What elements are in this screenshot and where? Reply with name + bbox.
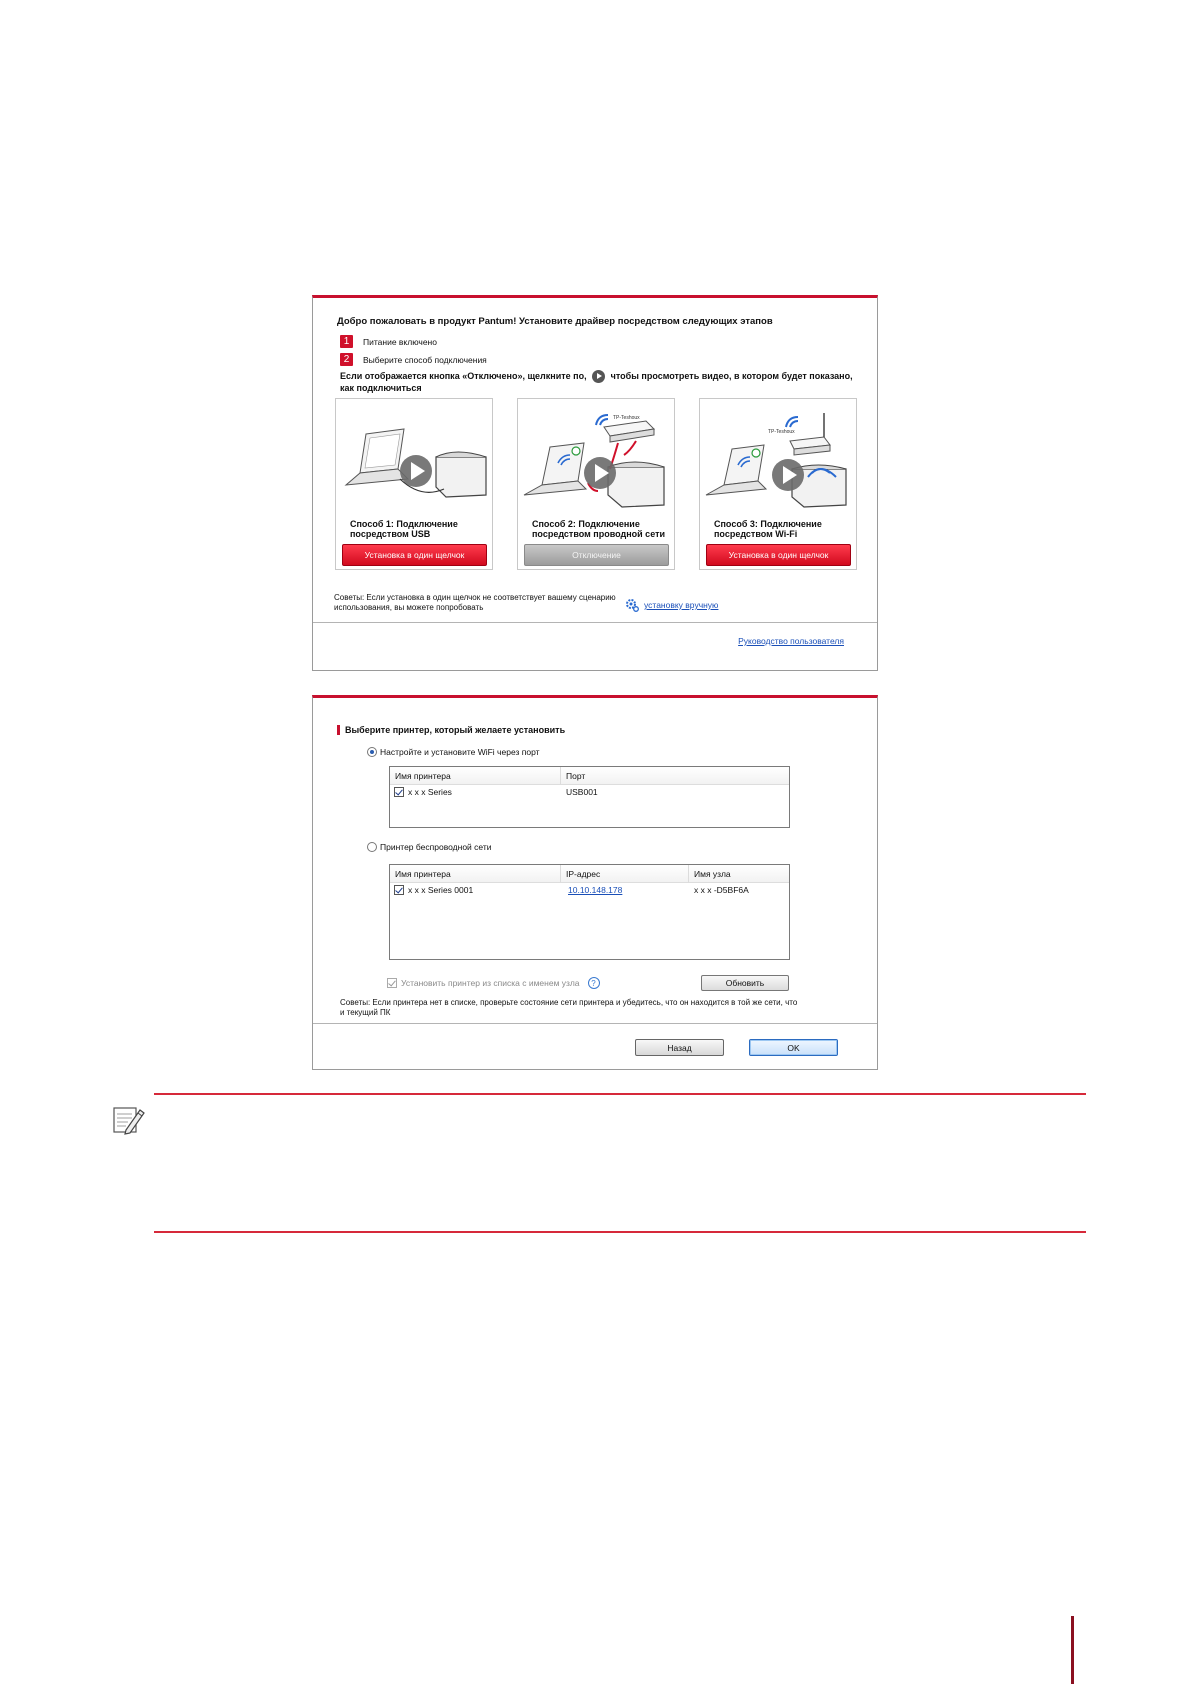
select-tips: Советы: Если принтера нет в списке, проверьте состояние сети принтера и убедитесь, что он находится в той же сети, что и текущий ПК (340, 998, 798, 1017)
radio-usb-indicator[interactable] (367, 747, 377, 757)
radio-wireless-indicator[interactable] (367, 842, 377, 852)
one-click-install-wifi-button[interactable]: Установка в один щелчок (706, 544, 851, 566)
wireless-col-ip: IP-адрес (566, 869, 601, 879)
back-button[interactable]: Назад (635, 1039, 724, 1056)
wireless-col-host: Имя узла (694, 869, 731, 879)
radio-wireless-printer[interactable] (367, 842, 492, 852)
play-icon (592, 370, 605, 383)
install-tips: Советы: Если установка в один щелчок не соответствует вашему сценарию использования, вы можете попробовать (334, 593, 616, 612)
help-icon[interactable]: ? (588, 977, 600, 989)
method-card-wifi (699, 398, 857, 570)
router-label-wired: TP-Teshoux (613, 415, 640, 421)
usb-printer-port: USB001 (566, 787, 598, 797)
video-hint-part1: Если отображается кнопка «Отключено», щелкните по, (340, 370, 587, 381)
method-label-wifi: Способ 3: Подключение посредством Wi-Fi (714, 519, 822, 539)
manual-install-link[interactable]: установку вручную (644, 600, 719, 610)
usb-col-printer-name: Имя принтера (395, 771, 451, 781)
usb-col-port: Порт (566, 771, 586, 781)
usb-printer-name: x x x Series (408, 787, 452, 797)
table-row[interactable] (390, 883, 789, 897)
video-hint-part2: чтобы просмотреть видео, в котором будет показано, как подключиться (340, 370, 853, 393)
step-number-2: 2 (340, 353, 353, 366)
welcome-title: Добро пожаловать в продукт Pantum! Установите драйвер посредством следующих этапов (337, 316, 773, 327)
radio-usb-label: Настройте и установите WiFi через порт (380, 747, 540, 757)
hostname-install-option[interactable] (387, 977, 600, 989)
refresh-button[interactable]: Обновить (701, 975, 789, 991)
hostname-checkbox-label: Установить принтер из списка с именем узла (401, 978, 580, 988)
table-row[interactable] (390, 785, 789, 799)
radio-wireless-label: Принтер беспроводной сети (380, 842, 492, 852)
wireless-table-header (390, 865, 789, 883)
step-text-1: Питание включено (363, 336, 437, 347)
note-top-rule (154, 1093, 1086, 1095)
select-printer-panel (312, 695, 878, 1070)
wireless-col-separator-1 (560, 865, 561, 883)
video-hint (340, 370, 860, 393)
wireless-col-separator-2 (688, 865, 689, 883)
step-select-connection (340, 352, 487, 367)
method-label-wired: Способ 2: Подключение посредством проводной сети (532, 519, 666, 539)
usb-printer-table (389, 766, 790, 828)
wireless-printer-host: x x x -D5BF6A (694, 885, 749, 895)
usb-table-header (390, 767, 789, 785)
wifi-illustration (700, 399, 858, 517)
note-pencil-icon (112, 1104, 146, 1136)
ok-button[interactable]: OK (749, 1039, 838, 1056)
hostname-checkbox[interactable] (387, 978, 397, 988)
method-card-wired (517, 398, 675, 570)
page-edge-bar (1071, 1616, 1074, 1684)
note-bottom-rule (154, 1231, 1086, 1233)
installer-welcome-panel (312, 295, 878, 671)
step-text-2: Выберите способ подключения (363, 354, 487, 365)
step-power-on (340, 334, 437, 349)
wireless-printer-checkbox[interactable] (394, 885, 404, 895)
disabled-wired-button[interactable]: Отключение (524, 544, 669, 566)
usb-col-separator (560, 767, 561, 785)
router-label-wifi: TP-Teshoux (768, 429, 795, 435)
wireless-printer-ip-link[interactable]: 10.10.148.178 (568, 885, 623, 895)
method-label-usb: Способ 1: Подключение посредством USB (350, 519, 458, 539)
panel1-divider (313, 622, 877, 623)
wireless-printer-table (389, 864, 790, 960)
method-card-usb (335, 398, 493, 570)
user-guide-link[interactable]: Руководство пользователя (738, 636, 844, 646)
gear-icon (625, 598, 639, 612)
panel2-divider (313, 1023, 877, 1024)
usb-printer-checkbox[interactable] (394, 787, 404, 797)
select-printer-title: Выберите принтер, который желаете установить (337, 725, 565, 735)
wireless-printer-name: x x x Series 0001 (408, 885, 474, 895)
usb-printer-illustration (336, 399, 494, 517)
one-click-install-usb-button[interactable]: Установка в один щелчок (342, 544, 487, 566)
step-number-1: 1 (340, 335, 353, 348)
wireless-col-printer-name: Имя принтера (395, 869, 451, 879)
radio-usb-wifi-setup[interactable] (367, 747, 540, 757)
wired-network-illustration (518, 399, 676, 517)
